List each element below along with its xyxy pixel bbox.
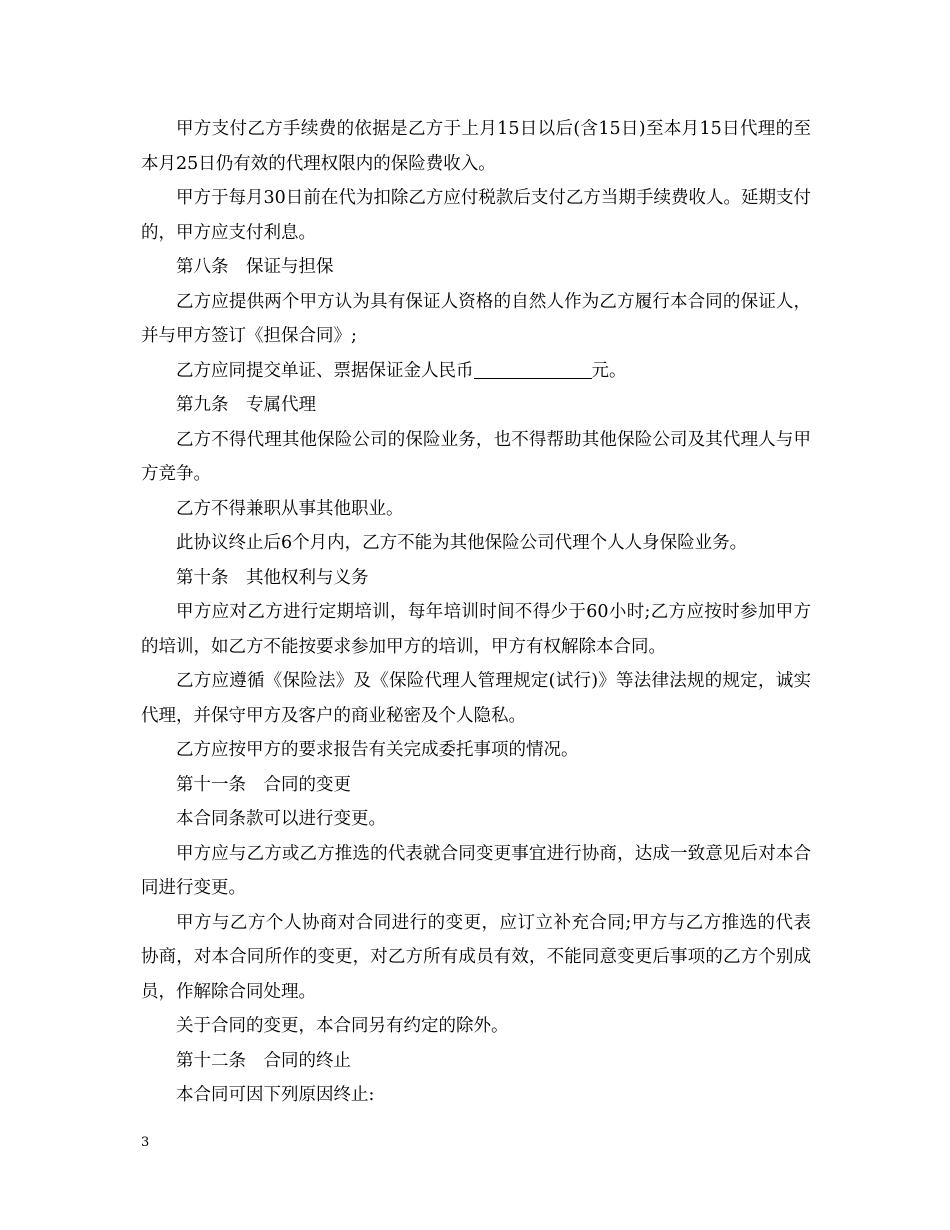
paragraph-text-before-blank: 乙方应同提交单证、票据保证金人民币 (176, 360, 474, 381)
body-paragraph: 甲方于每月30日前在代为扣除乙方应付税款后支付乙方当期手续费收人。延期支付的，甲方应支付利息。 (141, 188, 811, 243)
section-heading: 第十条 其他权利与义务 (176, 567, 369, 588)
section-heading: 第九条 专属代理 (176, 395, 316, 415)
body-paragraph: 乙方不得兼职从事其他职业。 (176, 498, 404, 519)
body-paragraph: 本合同可因下列原因终止: (176, 1085, 375, 1105)
body-paragraph: 此协议终止后6个月内，乙方不能为其他保险公司代理个人人身保险业务。 (176, 533, 748, 553)
body-paragraph: 乙方应按甲方的要求报告有关完成委托事项的情况。 (176, 740, 579, 760)
section-heading: 第十一条 合同的变更 (176, 774, 351, 795)
paragraph-text-after-blank: 元。 (591, 360, 627, 381)
body-paragraph: 乙方不得代理其他保险公司的保险业务，也不得帮助其他保险公司及其代理人与甲方竞争。 (141, 429, 811, 484)
paragraph-with-blank (141, 354, 811, 389)
body-paragraph: 甲方应与乙方或乙方推选的代表就合同变更事宜进行协商，达成一致意见后对本合同进行变更。 (141, 843, 811, 898)
section-heading: 第八条 保证与担保 (176, 257, 334, 277)
body-paragraph: 甲方应对乙方进行定期培训，每年培训时间不得少于60小时;乙方应按时参加甲方的培训，如乙方不能按要求参加甲方的培训，甲方有权解除本合同。 (141, 602, 811, 657)
body-paragraph: 乙方应遵循《保险法》及《保险代理人管理规定(试行)》等法律法规的规定，诚实代理，并保守甲方及客户的商业秘密及个人隐私。 (141, 671, 811, 726)
document-body (141, 112, 811, 1113)
body-paragraph: 关于合同的变更，本合同另有约定的除外。 (176, 1016, 509, 1036)
fill-in-blank-line (474, 360, 592, 379)
section-heading: 第十二条 合同的终止 (176, 1050, 351, 1071)
body-paragraph: 本合同条款可以进行变更。 (176, 809, 386, 829)
body-paragraph: 甲方支付乙方手续费的依据是乙方于上月15日以后(含15日)至本月15日代理的至本月25日仍有效的代理权限内的保险费收入。 (141, 119, 811, 174)
page-number: 3 (141, 1135, 150, 1150)
body-paragraph: 乙方应提供两个甲方认为具有保证人资格的自然人作为乙方履行本合同的保证人，并与甲方签订《担保合同》; (141, 291, 811, 346)
body-paragraph: 甲方与乙方个人协商对合同进行的变更，应订立补充合同;甲方与乙方推选的代表协商，对本合同所作的变更，对乙方所有成员有效，不能同意变更后事项的乙方个别成员，作解除合同处理。 (141, 912, 811, 1002)
